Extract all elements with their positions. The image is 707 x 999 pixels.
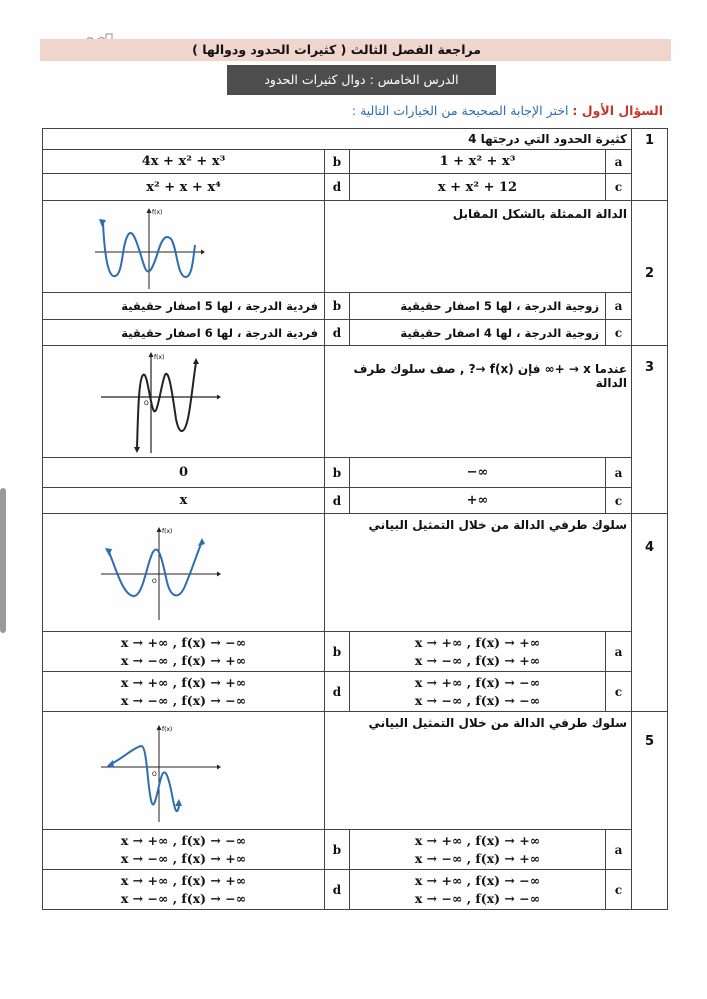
q5-option-b[interactable] [43, 830, 325, 870]
q1-label-b: b [325, 150, 350, 174]
q3-option-a[interactable]: −∞ [350, 458, 606, 488]
instruction-text: اختر الإجابة الصحيحة من الخيارات التالية : [351, 103, 569, 118]
q4-stem: سلوك طرفي الدالة من خلال التمثيل البياني [325, 514, 632, 632]
scrollbar[interactable] [0, 488, 6, 633]
q4-option-b[interactable] [43, 632, 325, 672]
lesson-title: الدرس الخامس : دوال كثيرات الحدود [264, 72, 459, 87]
q3-row-cd [43, 488, 668, 514]
q5-stem-row [43, 712, 668, 830]
q4-option-d[interactable] [43, 672, 325, 712]
q2-graph [95, 205, 205, 291]
q2-graph-cell [43, 201, 325, 293]
q1-row-ab [43, 150, 668, 174]
q1-option-c[interactable]: x + x² + 12 [350, 174, 606, 201]
instructions [352, 103, 663, 118]
q3-label-b: b [325, 458, 350, 488]
q3-axis-label: f(x) [154, 354, 165, 361]
q5-option-d[interactable] [43, 870, 325, 910]
q2-option-d[interactable]: فردية الدرجة ، لها 6 اصفار حقيقية [43, 320, 325, 346]
q1-row-cd [43, 174, 668, 201]
q4-option-c-line1: x → +∞ , f(x) → −∞ [414, 674, 541, 690]
q4-option-a-line1: x → +∞ , f(x) → +∞ [414, 634, 541, 650]
q2-label-d: d [325, 320, 350, 346]
q4-option-a-line2: x → −∞ , f(x) → +∞ [414, 652, 541, 668]
q3-stem: عندما x → +∞ فإن f(x) →? , صف سلوك طرف الدالة [325, 346, 632, 458]
q2-stem: الدالة الممثلة بالشكل المقابل [325, 201, 632, 293]
q5-number: 5 [632, 712, 668, 910]
questions-table [42, 128, 668, 910]
q4-label-a: a [606, 632, 632, 672]
q5-option-d-line2: x → −∞ , f(x) → −∞ [120, 890, 247, 906]
q4-number: 4 [632, 514, 668, 712]
q2-stem-row [43, 201, 668, 293]
q5-label-d: d [325, 870, 350, 910]
lesson-title-box [227, 65, 496, 95]
question-label: السؤال الأول : [572, 103, 663, 118]
q3-label-d: d [325, 488, 350, 514]
q5-option-b-line1: x → +∞ , f(x) → −∞ [120, 832, 247, 848]
q4-stem-row [43, 514, 668, 632]
q5-option-a[interactable] [350, 830, 606, 870]
q5-graph-cell [43, 712, 325, 830]
q3-graph [101, 349, 221, 455]
q5-graph [101, 722, 221, 826]
page-title: مراجعة الفصل الثالث ( كثيرات الحدود ودوالها ) [192, 42, 481, 57]
q2-option-b[interactable]: فردية الدرجة ، لها 5 اصفار حقيقية [43, 293, 325, 320]
q4-label-b: b [325, 632, 350, 672]
q4-option-b-line2: x → −∞ , f(x) → +∞ [120, 652, 247, 668]
q5-option-c-line2: x → −∞ , f(x) → −∞ [414, 890, 541, 906]
q3-option-b[interactable]: 0 [43, 458, 325, 488]
q4-row-cd [43, 672, 668, 712]
q1-option-b[interactable]: 4x + x² + x³ [43, 150, 325, 174]
q4-axis-label: f(x) [162, 528, 173, 535]
q5-option-c[interactable] [350, 870, 606, 910]
q3-option-d[interactable]: x [43, 488, 325, 514]
svg-text:O: O [144, 400, 149, 407]
q2-option-c[interactable]: زوجية الدرجة ، لها 4 اصفار حقيقية [350, 320, 606, 346]
q2-option-a[interactable]: زوجية الدرجة ، لها 5 اصفار حقيقية [350, 293, 606, 320]
q2-axis-label: f(x) [152, 209, 163, 216]
q1-stem: كثيرة الحدود التي درجتها 4 [43, 129, 632, 150]
q1-number: 1 [632, 129, 668, 201]
q1-option-a[interactable]: 1 + x² + x³ [350, 150, 606, 174]
q4-label-c: c [606, 672, 632, 712]
q2-label-c: c [606, 320, 632, 346]
q5-option-d-line1: x → +∞ , f(x) → +∞ [120, 872, 247, 888]
q1-option-d[interactable]: x² + x + x⁴ [43, 174, 325, 201]
q4-option-b-line1: x → +∞ , f(x) → −∞ [120, 634, 247, 650]
q5-row-cd [43, 870, 668, 910]
q3-label-a: a [606, 458, 632, 488]
header-bar [40, 39, 671, 61]
q2-label-a: a [606, 293, 632, 320]
q5-option-a-line1: x → +∞ , f(x) → +∞ [414, 832, 541, 848]
q1-label-d: d [325, 174, 350, 201]
q3-graph-cell [43, 346, 325, 458]
q5-axis-label: f(x) [162, 726, 173, 733]
q3-number: 3 [632, 346, 668, 514]
q5-stem: سلوك طرفي الدالة من خلال التمثيل البياني [325, 712, 632, 830]
q3-option-c[interactable]: +∞ [350, 488, 606, 514]
q2-row-ab [43, 293, 668, 320]
q1-stem-row [43, 129, 668, 150]
q5-label-b: b [325, 830, 350, 870]
q5-option-c-line1: x → +∞ , f(x) → −∞ [414, 872, 541, 888]
q2-number: 2 [632, 201, 668, 346]
q4-option-a[interactable] [350, 632, 606, 672]
q4-label-d: d [325, 672, 350, 712]
q4-row-ab [43, 632, 668, 672]
q4-option-d-line1: x → +∞ , f(x) → +∞ [120, 674, 247, 690]
q1-label-a: a [606, 150, 632, 174]
q1-label-c: c [606, 174, 632, 201]
q5-label-c: c [606, 870, 632, 910]
svg-text:O: O [152, 771, 157, 778]
q5-row-ab [43, 830, 668, 870]
q3-stem-row [43, 346, 668, 458]
q3-row-ab [43, 458, 668, 488]
q3-label-c: c [606, 488, 632, 514]
svg-text:O: O [152, 578, 157, 585]
q4-graph [101, 524, 221, 624]
q5-label-a: a [606, 830, 632, 870]
q4-graph-cell [43, 514, 325, 632]
q4-option-c-line2: x → −∞ , f(x) → −∞ [414, 692, 541, 708]
q5-option-b-line2: x → −∞ , f(x) → +∞ [120, 850, 247, 866]
q5-option-a-line2: x → −∞ , f(x) → +∞ [414, 850, 541, 866]
q2-label-b: b [325, 293, 350, 320]
q4-option-c[interactable] [350, 672, 606, 712]
q2-row-cd [43, 320, 668, 346]
q4-option-d-line2: x → −∞ , f(x) → −∞ [120, 692, 247, 708]
